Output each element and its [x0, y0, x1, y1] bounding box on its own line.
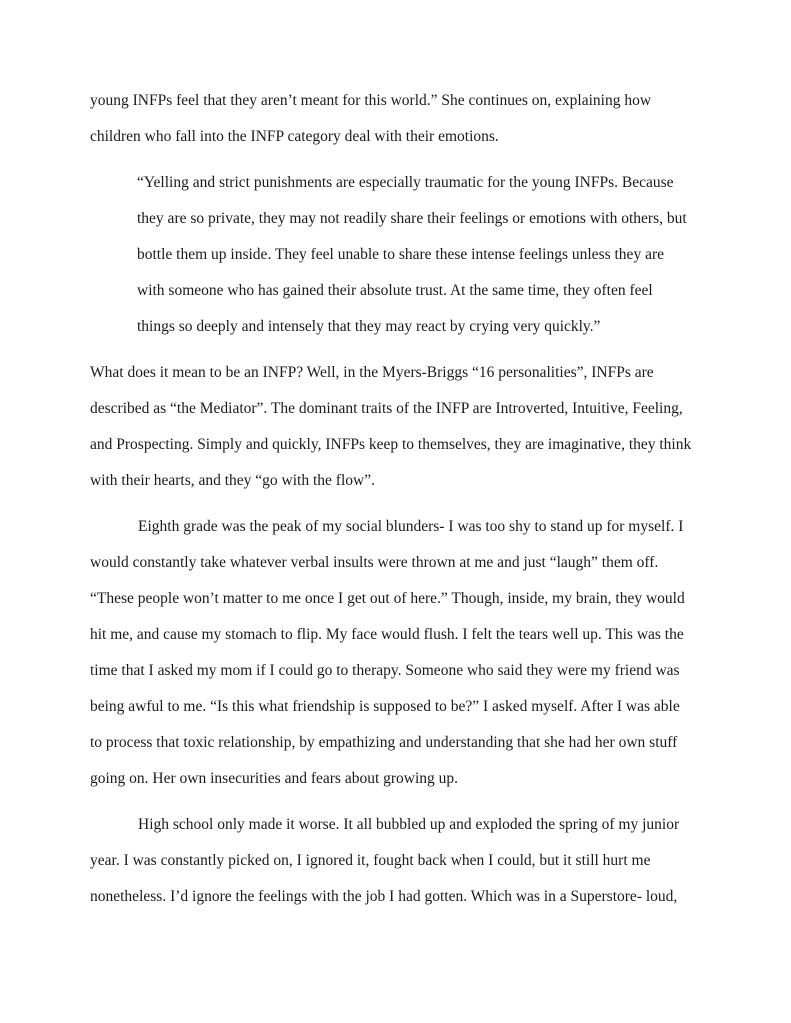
text-line: Eighth grade was the peak of my social blunders- I was too shy to stand up for myself. I: [138, 518, 684, 535]
paragraph-continuation: [90, 83, 701, 155]
text-line: with their hearts, and they “go with the flow”.: [90, 472, 375, 489]
text-line: young INFPs feel that they aren’t meant for this world.” She continues on, explaining how: [90, 92, 652, 109]
text-line: to process that toxic relationship, by empathizing and understanding that she had her own stuff: [90, 734, 678, 751]
text-line: “These people won’t matter to me once I get out of here.” Though, inside, my brain, they would: [90, 590, 685, 607]
text-line: High school only made it worse. It all bubbled up and exploded the spring of my junior: [138, 816, 680, 833]
text-line: and Prospecting. Simply and quickly, INFPs keep to themselves, they are imaginative, they think: [90, 436, 692, 453]
text-line: year. I was constantly picked on, I ignored it, fought back when I could, but it still hurt me: [90, 852, 651, 869]
text-line: nonetheless. I’d ignore the feelings with the job I had gotten. Which was in a Superstore- loud,: [90, 888, 678, 905]
block-quote: [137, 165, 701, 345]
text-line: going on. Her own insecurities and fears about growing up.: [90, 770, 459, 787]
text-line: described as “the Mediator”. The dominant traits of the INFP are Introverted, Intuitive, Feeling,: [90, 400, 683, 417]
text-line: would constantly take whatever verbal insults were thrown at me and just “laugh” them off.: [90, 554, 659, 571]
paragraph: [90, 807, 701, 915]
text-line: bottle them up inside. They feel unable to share these intense feelings unless they are: [137, 246, 664, 263]
text-line: children who fall into the INFP category deal with their emotions.: [90, 128, 499, 145]
document-text: [90, 83, 701, 915]
text-line: things so deeply and intensely that they may react by crying very quickly.”: [137, 318, 601, 335]
paragraph: [90, 509, 701, 797]
paragraph: [90, 355, 701, 499]
text-line: “Yelling and strict punishments are especially traumatic for the young INFPs. Because: [137, 174, 674, 191]
text-line: they are so private, they may not readily share their feelings or emotions with others, but: [137, 210, 687, 227]
text-line: hit me, and cause my stomach to flip. My face would flush. I felt the tears well up. This was the: [90, 626, 684, 643]
text-line: What does it mean to be an INFP? Well, in the Myers-Briggs “16 personalities”, INFPs are: [90, 364, 654, 381]
text-line: with someone who has gained their absolute trust. At the same time, they often feel: [137, 282, 653, 299]
text-line: being awful to me. “Is this what friendship is supposed to be?” I asked myself. After I was able: [90, 698, 680, 715]
text-line: time that I asked my mom if I could go to therapy. Someone who said they were my friend was: [90, 662, 680, 679]
